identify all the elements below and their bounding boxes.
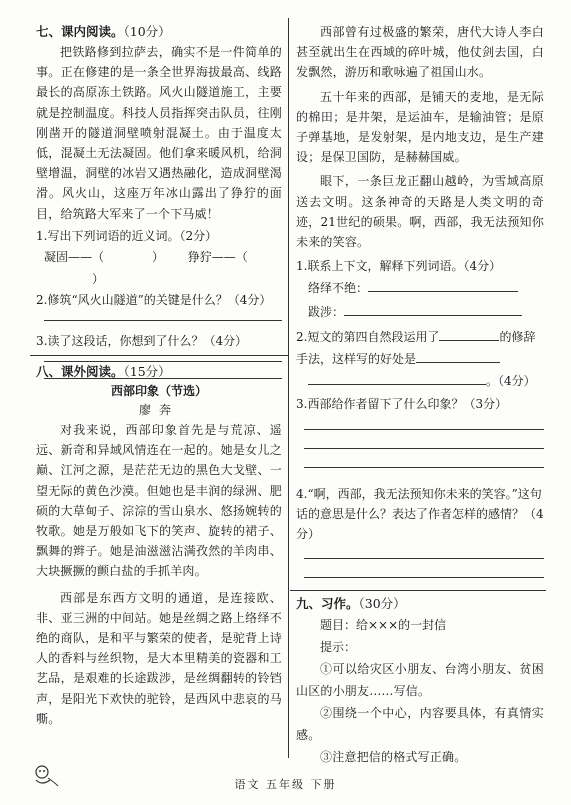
right-column [296, 22, 544, 578]
definition-answer-blank-1[interactable] [368, 279, 518, 292]
section-8-q2 [296, 326, 544, 370]
synonym-word-2: 狰狞——（ [187, 250, 248, 265]
section-8-q4-points: （4分） [296, 506, 544, 542]
definition-answer-blank-2[interactable] [344, 303, 522, 316]
composition-hint-3: ③注意把信的格式写正确。 [320, 750, 467, 764]
column-divider [288, 18, 289, 758]
page-footer: 语文 五年级 下册 [234, 778, 337, 791]
section-8-q2-points: 。（4分） [486, 374, 536, 389]
article-author: 廖奔 [138, 403, 179, 417]
section-8-q1-word-1-row [296, 276, 544, 300]
article-paragraph-1: 对我来说，西部印象首先是与荒凉、遥远、新奇和异域风情连在一起的。她是女儿之巅、江河之源，是茫茫无边的黑色大戈壁、一望无际的黄色沙漠。但她也是丰润的绿洲、肥硕的大草甸子、淙淙的雪山泉水、悠扬婉转的牧歌。她是万般如飞下的笑声、旋转的裙子、飘舞的辫子。她是油滋滋沾满孜然的羊肉串、大块撅撅的颤白盐的手抓羊肉。 [36, 423, 282, 579]
section-7-q3-text: 3.读了这段话，你想到了什么？ [36, 334, 204, 349]
section-8-q3-answer-line-2[interactable] [304, 448, 544, 449]
section-7-title: 七、课内阅读。 [36, 24, 124, 39]
section-8-q4 [296, 484, 544, 545]
section-8-title: 八、课外阅读。 [36, 364, 124, 379]
section-8-q3 [296, 394, 544, 414]
section-8-q1-points: （4分） [463, 259, 502, 274]
rhetoric-answer-blank[interactable] [439, 328, 499, 341]
section-7-passage: 把铁路修到拉萨去，确实不是一件简单的事。正在修建的是一条全世界海拔最高、线路最长的高原冻土铁路。风火山隧道施工，主要就是控制温度。科技人员指挥突击队员，往刚刚凿开的隧道洞壁喷射混凝土。由于温度太低，混凝土无法凝固。他们拿来暖风机，给洞壁增温，洞壁的冰岩又遇热融化，造成洞壁渴滑。风火山，这座万年冰山露出了狰狞的面目，给筑路大军来了一个下马威！ [36, 45, 282, 221]
synonym-paren-close-1: ） [152, 250, 165, 265]
section-7-q3 [36, 331, 282, 351]
section-8-q4-answer-line-2[interactable] [304, 577, 544, 578]
section-7-q2 [36, 290, 282, 310]
section-7-q3-points: （4分） [203, 334, 248, 349]
benefit-answer-blank-1[interactable] [416, 350, 500, 363]
left-column-section-8 [36, 362, 282, 729]
article-paragraph-4: 五十年来的西部，是铺天的麦地，是无际的棉田；是井架，是运油车，是输油管；是原子弹基地，是发射架，是内地支边，是生产建设；是保卫国防，是赫赫国威。 [296, 89, 544, 165]
article-paragraph-3: 西部曾有过极盛的繁荣，唐代大诗人李白甚至就出生在西域的碎叶城，他仗剑去国，白发飘然，游历和歌咏遍了祖国山水。 [296, 25, 544, 80]
composition-hint-label: 提示： [320, 640, 357, 654]
section-8-q3-answer-line-3[interactable] [304, 467, 544, 468]
section-7-points: （10分） [123, 24, 171, 39]
left-column [36, 22, 282, 379]
section-7-q2-answer-line[interactable] [44, 320, 282, 321]
article-paragraph-2: 西部是东西方文明的通道，是连接欧、非、亚三洲的中间站。她是丝绸之路上络绎不绝的商队，是和平与繁荣的使者，是驼背上诗人的香料与丝织物，是大本里精美的瓷器和工艺品，是艰难的长途跋涉，是丝绸翻转的铃铛声，是阳光下欢快的驼铃，是西风中悲哀的马嘶。 [36, 590, 282, 726]
section-8-q3-points: （3分） [463, 397, 508, 412]
article-title: 西部印象（节选） [110, 384, 207, 398]
section-7-q1-points: （2分） [179, 228, 218, 243]
section-7-q1-text: 1.写出下列词语的近义词。 [36, 228, 180, 243]
article-paragraph-5: 眼下，一条巨龙正翻山越岭，为雪域高原送去文明。这条神奇的天路是人类文明的奇迹，21世纪的硕果。啊，西部，我无法预知你未来的笑容。 [296, 174, 544, 250]
section-7-heading [36, 22, 282, 42]
section-8-q1 [296, 256, 544, 276]
section-9-heading [296, 594, 544, 614]
composition-hint-2: ②围绕一个中心，内容要具体，有真情实感。 [296, 706, 544, 742]
synonym-word-1: 凝固——（ [44, 250, 105, 265]
section-7-q1 [36, 226, 282, 246]
section-8-q1-word-2: 跋涉： [308, 305, 345, 320]
section-8-q2-text-b: 的修辞手法，这样写的好处是 [296, 330, 536, 367]
right-column-section-9 [296, 594, 544, 768]
section-8-q1-word-2-row [296, 300, 544, 324]
composition-hint-1: ①可以给灾区小朋友、台湾小朋友、贫困山区的小朋友……写信。 [296, 662, 544, 698]
section-8-q2-row-2 [296, 370, 544, 392]
section-9-divider-line [290, 590, 546, 591]
section-8-points: （15分） [123, 364, 171, 379]
section-7-q1-words [36, 246, 282, 290]
section-7-q2-points: （4分） [227, 293, 272, 308]
section-8-q1-word-1: 络绎不绝： [308, 281, 369, 296]
section-9-points: （30分） [358, 596, 406, 611]
section-7-q2-text: 2.修筑“风火山隧道”的关键是什么？ [36, 293, 228, 308]
section-divider-line [30, 355, 288, 356]
synonym-paren-close-2: ） [92, 272, 105, 287]
section-8-q2-text-a: 2.短文的第四自然段运用了 [296, 330, 440, 345]
section-8-q4-text: 4.“啊，西部，我无法预知你未来的笑容。”这句话的意思是什么？表达了作者怎样的感情？ [296, 486, 542, 521]
section-8-q3-text: 3.西部给作者留下了什么印象？ [296, 397, 464, 412]
composition-topic: 题目：给×××的一封信 [320, 618, 447, 632]
section-8-q3-answer-line-1[interactable] [304, 429, 544, 430]
section-9-title: 九、习作。 [296, 596, 359, 611]
section-8-q4-answer-line-1[interactable] [304, 558, 544, 559]
section-8-heading [36, 362, 282, 382]
section-8-q1-text: 1.联系上下文，解释下列词语。 [296, 259, 464, 274]
benefit-answer-blank-2[interactable] [308, 372, 486, 385]
